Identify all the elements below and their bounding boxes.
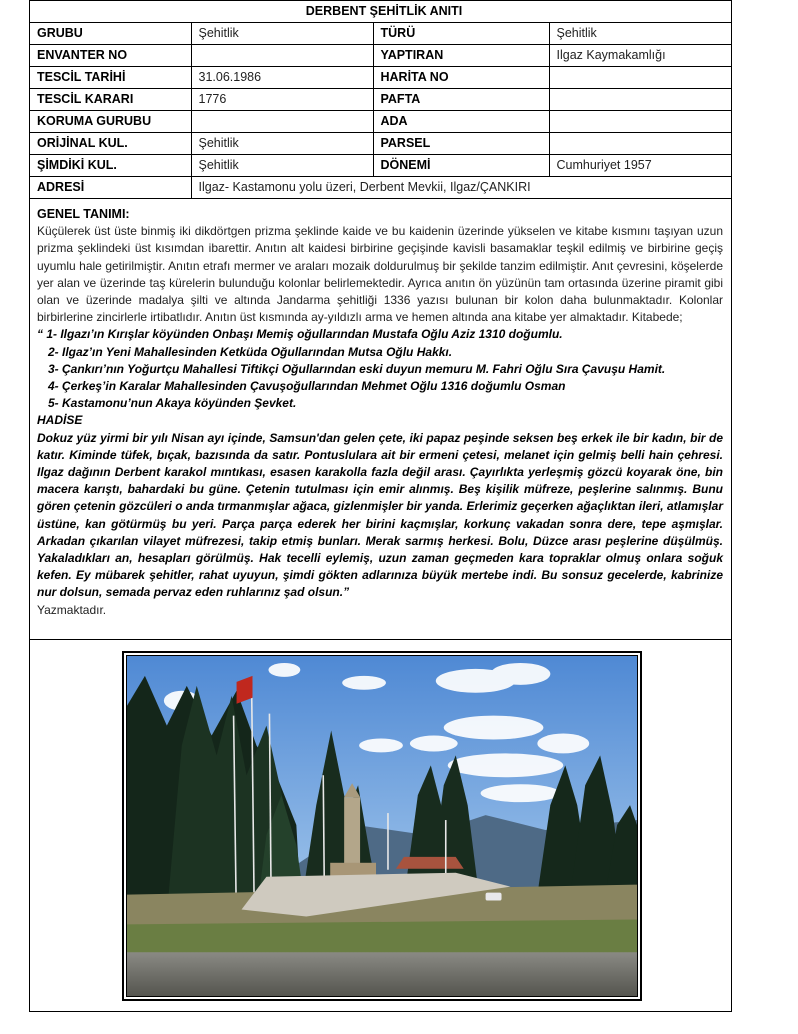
address-label: ADRESİ — [30, 177, 191, 199]
field-label: ADA — [373, 111, 549, 133]
field-label: DÖNEMİ — [373, 155, 549, 177]
field-value: Cumhuriyet 1957 — [549, 155, 731, 177]
inscription-line: 2- Ilgaz’ın Yeni Mahallesinden Ketküda Oğullarından Mutsa Oğlu Hakkı. — [48, 344, 453, 359]
field-value — [549, 89, 731, 111]
inscription-line: “ 1- Ilgazı’ın Kırışlar köyünden Onbaşı Memiş oğullarından Mustafa Oğlu Aziz 1310 doğumlu. — [37, 327, 563, 342]
field-label: KORUMA GURUBU — [30, 111, 191, 133]
field-value: Ilgaz Kaymakamlığı — [549, 45, 731, 67]
field-value — [549, 133, 731, 155]
field-value — [191, 111, 373, 133]
field-value: Şehitlik — [191, 155, 373, 177]
field-value — [549, 67, 731, 89]
inscription-line: 3- Çankırı’nın Yoğurtçu Mahallesi Tiftikçi Oğullarından eski duyun memuru M. Fahri Oğlu Sıra Çavuşu Hamit. — [48, 361, 666, 376]
field-label: TESCİL KARARI — [30, 89, 191, 111]
table-row — [30, 67, 731, 89]
inscription-list — [37, 326, 723, 412]
field-value: Şehitlik — [191, 133, 373, 155]
table-row — [30, 111, 731, 133]
section-divider — [30, 639, 731, 640]
field-label: YAPTIRAN — [373, 45, 549, 67]
field-label: ENVANTER NO — [30, 45, 191, 67]
field-label: PARSEL — [373, 133, 549, 155]
address-row — [30, 177, 731, 199]
document-page — [29, 0, 732, 1012]
field-label: ŞİMDİKİ KUL. — [30, 155, 191, 177]
field-label: TESCİL TARİHİ — [30, 67, 191, 89]
general-text: Küçülerek üst üste binmiş iki dikdörtgen prizma şeklinde kaide ve bu kaidenin üzerinde yükselen ve kitabe kısmını taşıyan uzun prizma şeklindeki üst kısımdan ibarettir. Anıtın alt kaidesi birbirine geçişinde kavisli basamaklar teşkil edilmiş ve birbirine geçiş uyumlu hale getirilmiştir. Anıtın etrafı mermer ve araları mozaik doldurulmuş bir şekilde tanzim edilmiştir. Anıt çevresini, köşelerde yer alan ve üzerinde taş kürelerin bulunduğu kolonlar belirlemektedir. Ayrıca anıtın ön yüzünün tam ortasında üzerine piramit gibi olan ve üzerinde madalya şilti ve altında Jandarma şehitliği 1336 yazısı bulunan bir kolon daha bulunmaktadır. Kolonlar birbirlerine zincirlerle irtibatlıdır. Anıtın üst kısmında ay-yıldızlı arma ve hemen altında ana kitabe yer almaktadır. Kitabede; — [37, 224, 723, 325]
address-value: Ilgaz- Kastamonu yolu üzeri, Derbent Mevkii, Ilgaz/ÇANKIRI — [191, 177, 731, 199]
closing-text: Yazmaktadır. — [37, 602, 107, 617]
hadise-title: HADİSE — [37, 413, 83, 428]
inventory-table — [30, 1, 731, 199]
field-value: 31.06.1986 — [191, 67, 373, 89]
field-value: 1776 — [191, 89, 373, 111]
field-label: ORİJİNAL KUL. — [30, 133, 191, 155]
photo-illustration — [127, 656, 637, 996]
inscription-line: 5- Kastamonu’nun Akaya köyünden Şevket. — [48, 396, 297, 411]
hadise-text: Dokuz yüz yirmi bir yılı Nisan ayı içinde, Samsun'dan gelen çete, iki papaz peşinde seksen beş erkek ile bir kadın, bir de katır. Kiminde tüfek, bıçak, bazısında da satır. Pontuslulara ait bir ermeni çetesi, melanet için gelmiş belli hain çehresi. Ilgaz dağının Derbent karakol mıntıkası, esasen karakolla fazla değil arası. Çayırlıkta yerleşmiş gözcü koyarak öne, bin macera karıştı, bahardaki bu güne. Çetenin tutulması için emir alınmış. Beş kişilik müfreze, peşlerine salınmış. Bunu gören çetenin gözcüleri o anda tırmanmışlar ağaca, gizlenmişler bir yanda. Erlerimiz geçerken ağaçlıktan ileri, atlamışlar üstüne, kan götürmüş bu yeri. Parça parça ederek her birini kaçmışlar, korkunç vakadan sonra dere, tepe aşmışlar. Arkadan çıkarılan vilayet müfrezesi, takip etmiş bunları. Merak sarmış herkesi. Bolu, Düzce arası peşlerine düşülmüş. Yakaladıkları an, hesapları görülmüş. Hak tecelli eylemiş, uzun zaman geçmeden kara topraklar olmuş onlara soğuk kefen. Ey mübarek şehitler, rahat uyuyun, şimdi gökten adlarınıza büyük mertebe indi. Bu sonsuz gecelerde, kabrinize nur dolsun, semada pervaz eden ruhlarınız şad olsun.” — [37, 430, 723, 600]
general-heading: GENEL TANIMI: — [37, 207, 130, 221]
inscription-line: 4- Çerkeş’in Karalar Mahallesinden Çavuşoğullarından Mehmet Oğlu 1316 doğumlu Osman — [48, 379, 566, 394]
monument-obelisk — [344, 797, 360, 865]
field-label: PAFTA — [373, 89, 549, 111]
road — [127, 952, 637, 996]
field-value: Şehitlik — [549, 23, 731, 45]
table-row — [30, 133, 731, 155]
field-label: GRUBU — [30, 23, 191, 45]
table-row — [30, 45, 731, 67]
car — [486, 893, 502, 901]
monument-photo — [122, 651, 642, 1001]
general-description — [30, 206, 731, 619]
field-value — [549, 111, 731, 133]
title-row — [30, 1, 731, 23]
field-label: TÜRÜ — [373, 23, 549, 45]
field-value: Şehitlik — [191, 23, 373, 45]
table-row — [30, 155, 731, 177]
table-row — [30, 23, 731, 45]
grass — [127, 919, 637, 954]
field-label: HARİTA NO — [373, 67, 549, 89]
table-row — [30, 89, 731, 111]
photo-image — [126, 655, 638, 997]
building-roof — [396, 857, 464, 869]
document-title: DERBENT ŞEHİTLİK ANITI — [30, 1, 731, 23]
field-value — [191, 45, 373, 67]
